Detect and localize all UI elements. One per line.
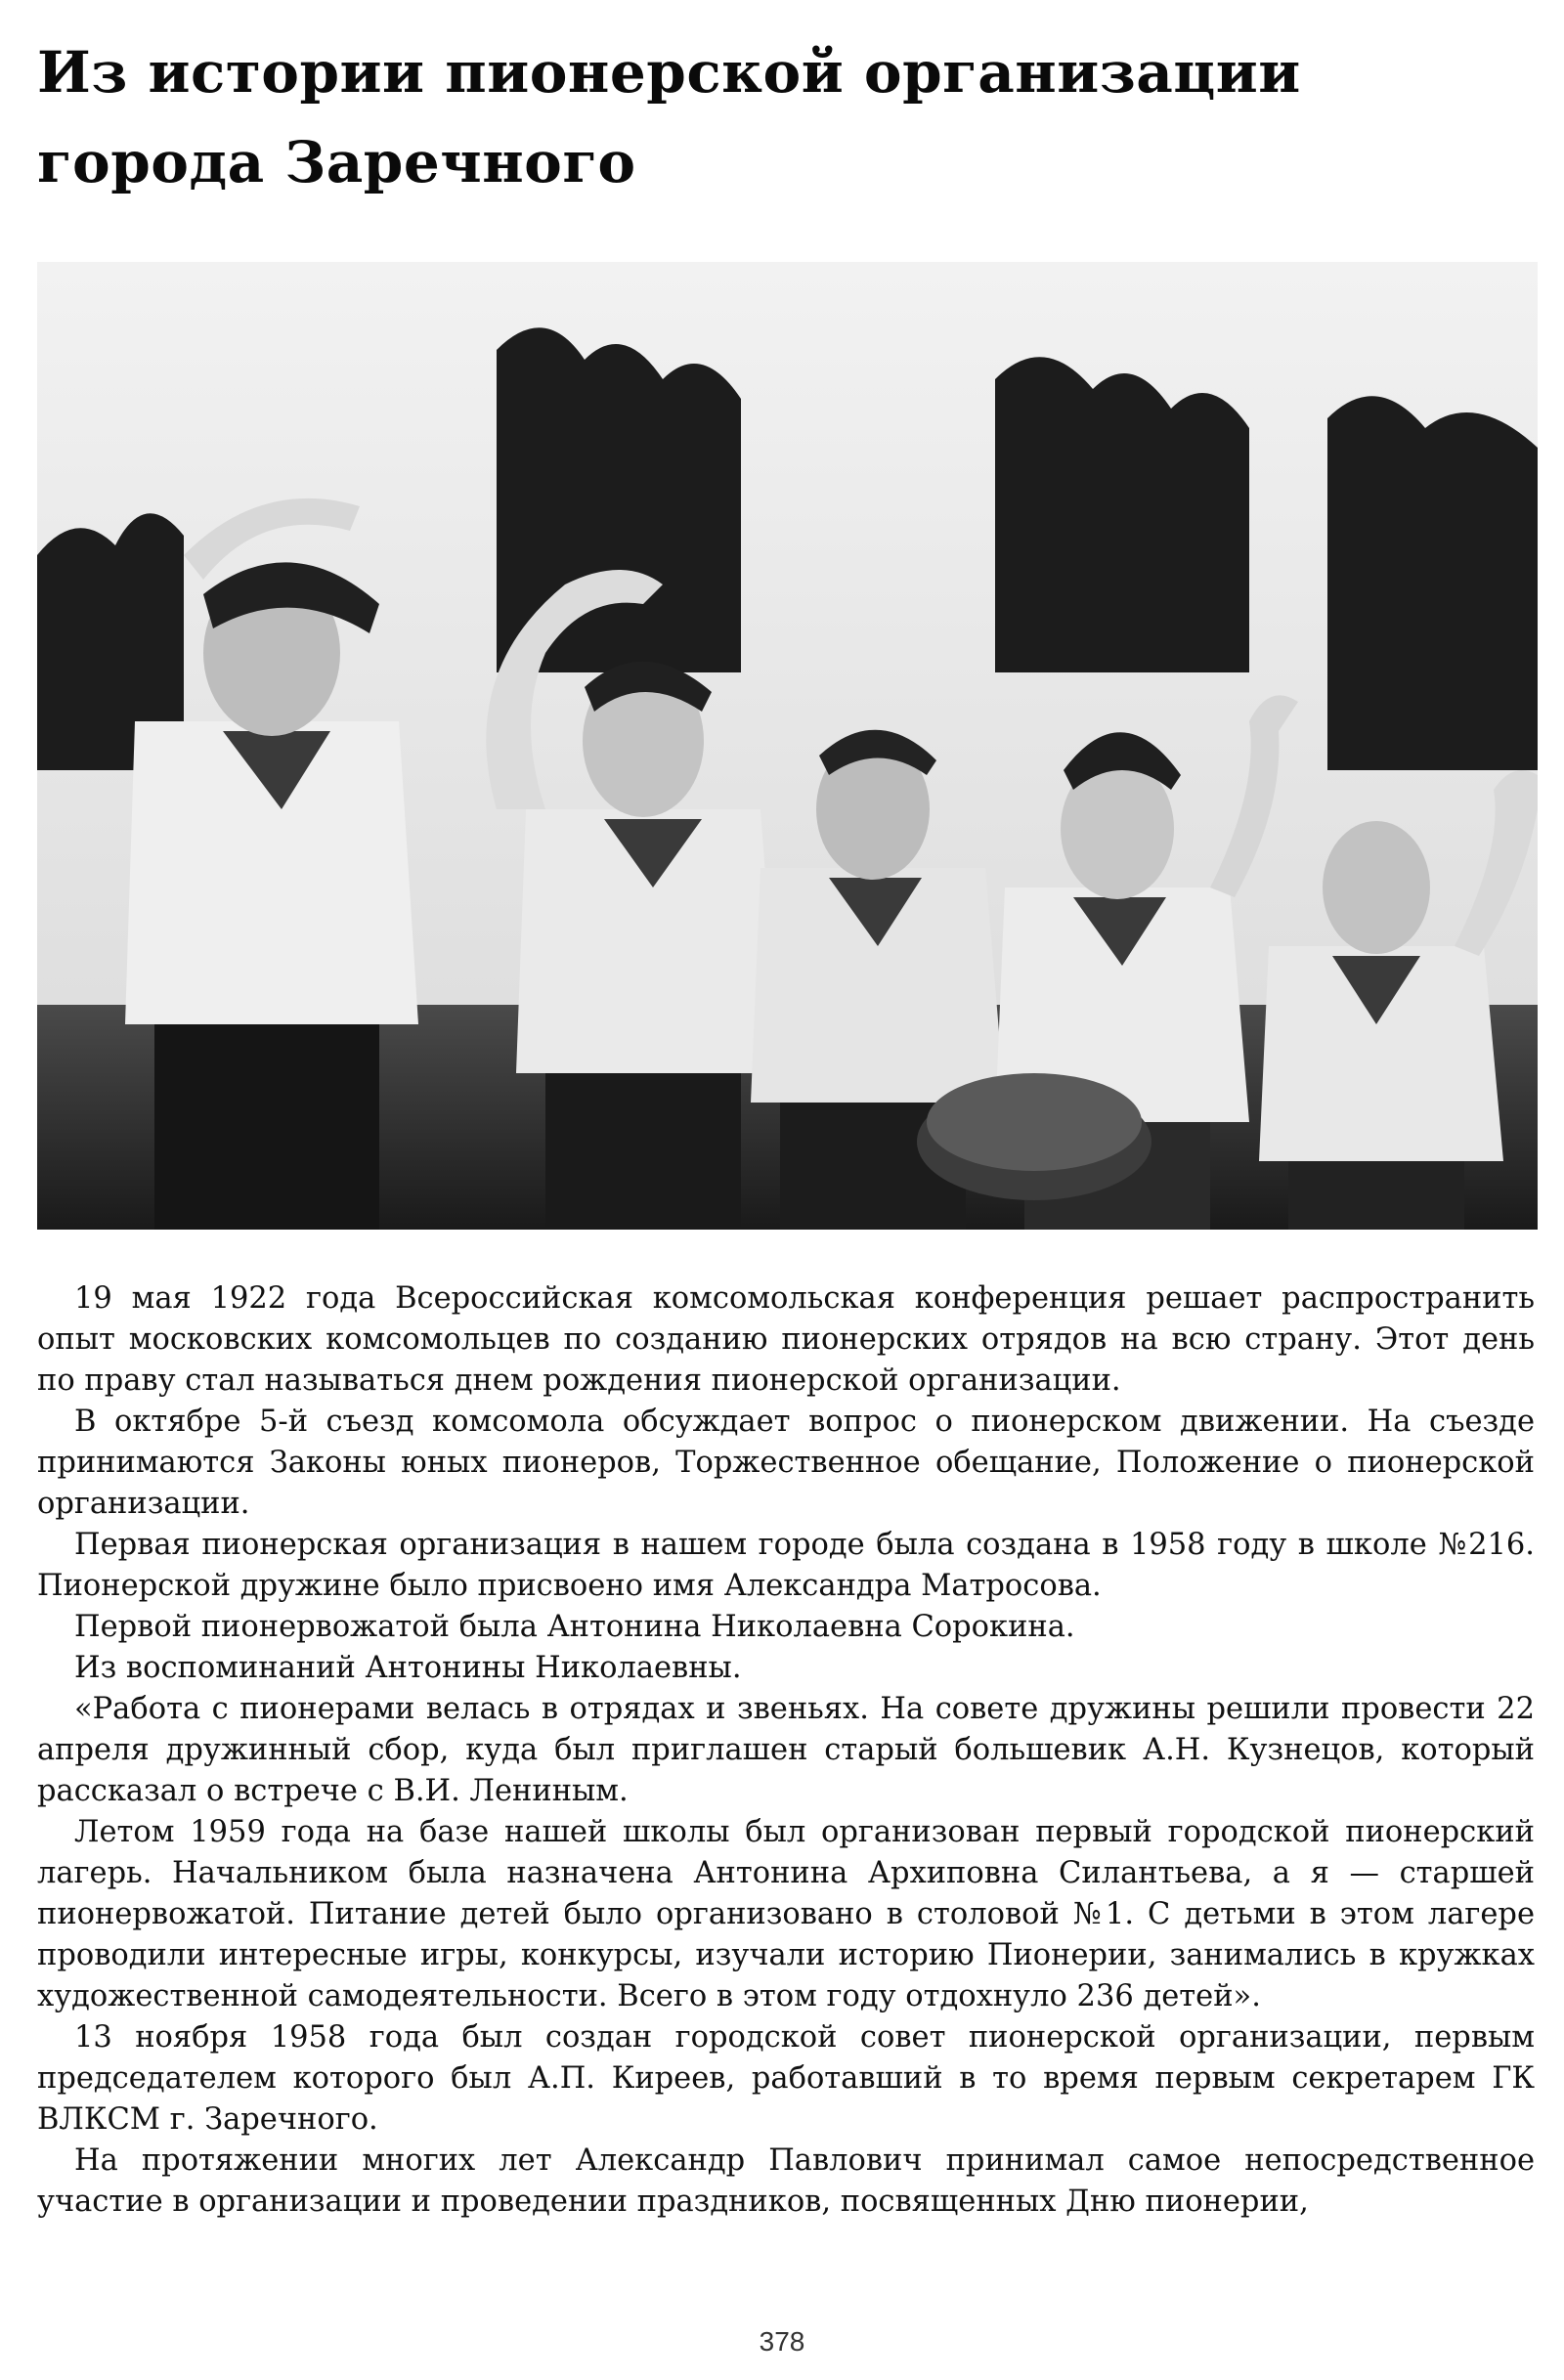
page-number: 378 (759, 2326, 805, 2357)
paragraph: «Работа с пионерами велась в отрядах и звеньях. На совете дружины решили провести 22 апреля дружинный сбор, куда был приглашен старый большевик А.Н. Кузнецов, который рассказал о встрече с В.И. Лениным. (37, 1692, 1535, 1808)
paragraph: В октябре 5-й съезд комсомола обсуждает вопрос о пионерском движении. На съезде принимаются Законы юных пионеров, Торжественное обещание, Положение о пионерской организации. (37, 1405, 1535, 1521)
paragraph: Первая пионерская организация в нашем городе была создана в 1958 году в школе №216. Пионерской дружине было присвоено имя Александра Матросова. (37, 1528, 1535, 1603)
paragraph: 19 мая 1922 года Всероссийская комсомольская конференция решает распространить опыт московских комсомольцев по созданию пионерских отрядов на всю страну. Этот день по праву стал называться днем рождения пионерской организации. (37, 1281, 1535, 1398)
photo-illustration (37, 262, 1538, 1230)
paragraph: Из воспоминаний Антонины Николаевны. (74, 1651, 742, 1685)
pioneers-saluting-photo (37, 262, 1538, 1230)
page-title: Из истории пионерской организации города Заречного (37, 39, 1301, 195)
drum (917, 1073, 1151, 1200)
paragraph: На протяжении многих лет Александр Павлович принимал самое непосредственное участие в организации и проведении праздников, посвященных Дню пионерии, (37, 2143, 1535, 2219)
paragraph: Летом 1959 года на базе нашей школы был организован первый городской пионерский лагерь. Начальником была назначена Антонина Архиповна Силантьева, а я — старшей пионервожатой. Питание детей было организовано в столовой №1. С детьми в этом лагере проводили интересные игры, конкурсы, изучали историю Пионерии, занимались в кружках художественной самодеятельности. Всего в этом году отдохнуло 236 детей». (37, 1815, 1535, 2013)
paragraph: 13 ноября 1958 года был создан городской совет пионерской организации, первым председателем которого был А.П. Киреев, работавший в то время первым секретарем ГК ВЛКСМ г. Заречного. (37, 2020, 1535, 2137)
article-body (37, 1278, 1535, 2223)
paragraph: Первой пионервожатой была Антонина Николаевна Сорокина. (74, 1610, 1075, 1644)
